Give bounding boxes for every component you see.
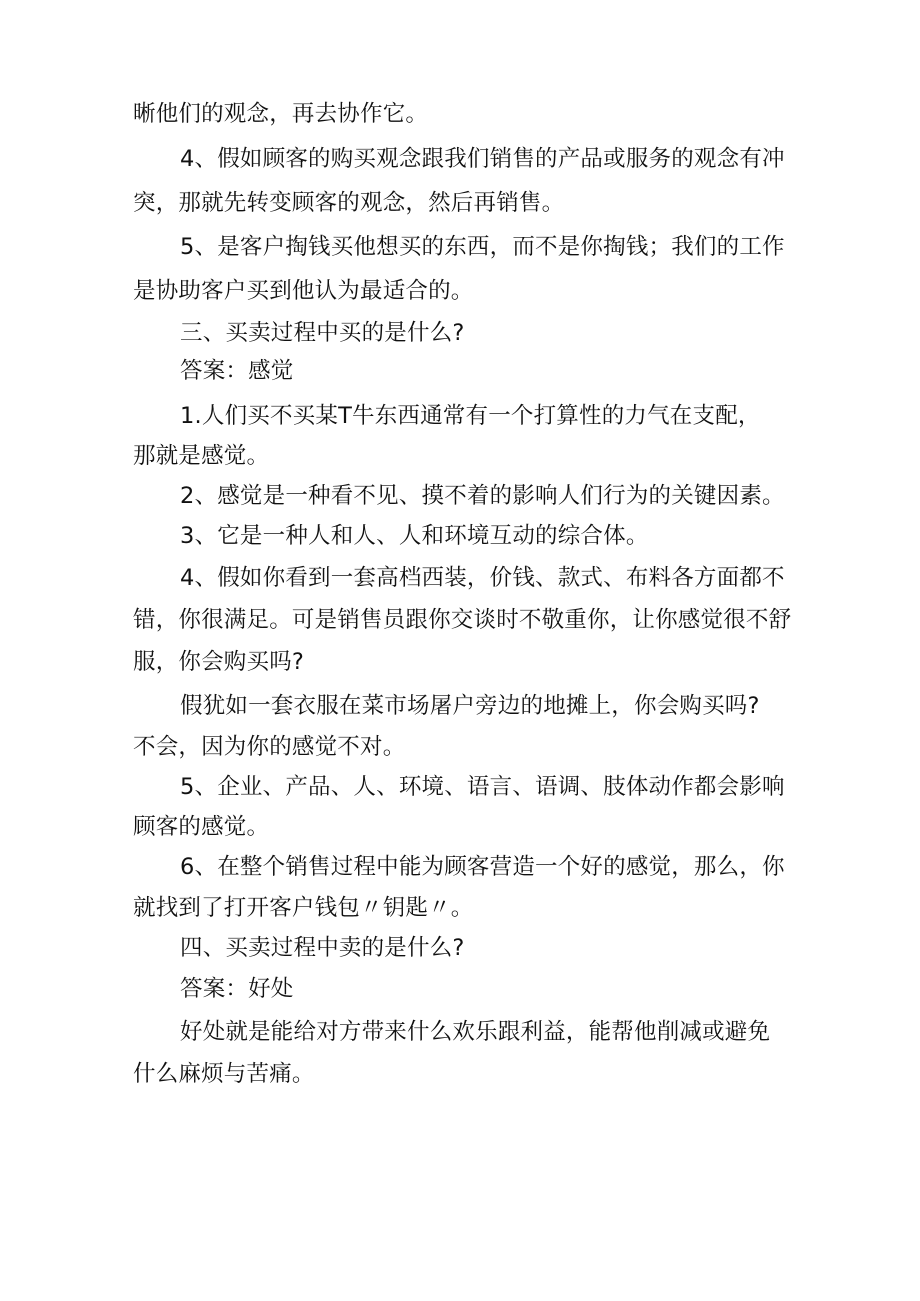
text-line: 3、它是一种人和人、人和环境互动的综合体。 [180,523,649,549]
text-line: 那就是感觉。 [133,443,270,469]
text-line: 好处就是能给对方带来什么欢乐跟利益，能帮他削减或避免 [180,1019,771,1045]
text-line: 4、假如顾客的购买观念跟我们销售的产品或服务的观念有冲 [180,146,785,172]
text-line: 假犹如一套衣服在菜市场屠户旁边的地摊上，你会购买吗? [180,693,760,719]
answer-line: 答案：好处 [180,976,294,1002]
text-line: 5、是客户掏钱买他想买的东西，而不是你掏钱；我们的工作 [180,234,785,260]
text-line: 错，你很满足。可是销售员跟你交谈时不敬重你，让你感觉很不舒 [133,607,792,633]
text-line: 服，你会购买吗? [133,649,305,675]
text-line: 1.人们买不买某T牛东西通常有一个打算性的力气在支配， [180,403,761,429]
answer-line: 答案：感觉 [180,358,294,384]
text-line: 突，那就先转变顾客的观念，然后再销售。 [133,190,565,216]
text-line: 顾客的感觉。 [133,814,270,840]
text-line: 不会，因为你的感觉不对。 [133,734,406,760]
text-line: 就找到了打开客户钱包〃钥匙〃。 [133,895,474,921]
section-heading: 三、买卖过程中买的是什么? [180,320,465,346]
text-line: 5、企业、产品、人、环境、语言、语调、肢体动作都会影响 [180,774,785,800]
text-line: 晰他们的观念，再去协作它。 [133,101,429,127]
text-line: 4、假如你看到一套高档西装，价钱、款式、布料各方面都不 [180,565,785,591]
text-line: 6、在整个销售过程中能为顾客营造一个好的感觉，那么，你 [180,854,785,880]
text-line: 什么麻烦与苦痛。 [133,1061,315,1087]
section-heading: 四、买卖过程中卖的是什么? [180,935,465,961]
text-line: 2、感觉是一种看不见、摸不着的影响人们行为的关键因素。 [180,483,785,509]
text-line: 是协助客户买到他认为最适合的。 [133,278,474,304]
